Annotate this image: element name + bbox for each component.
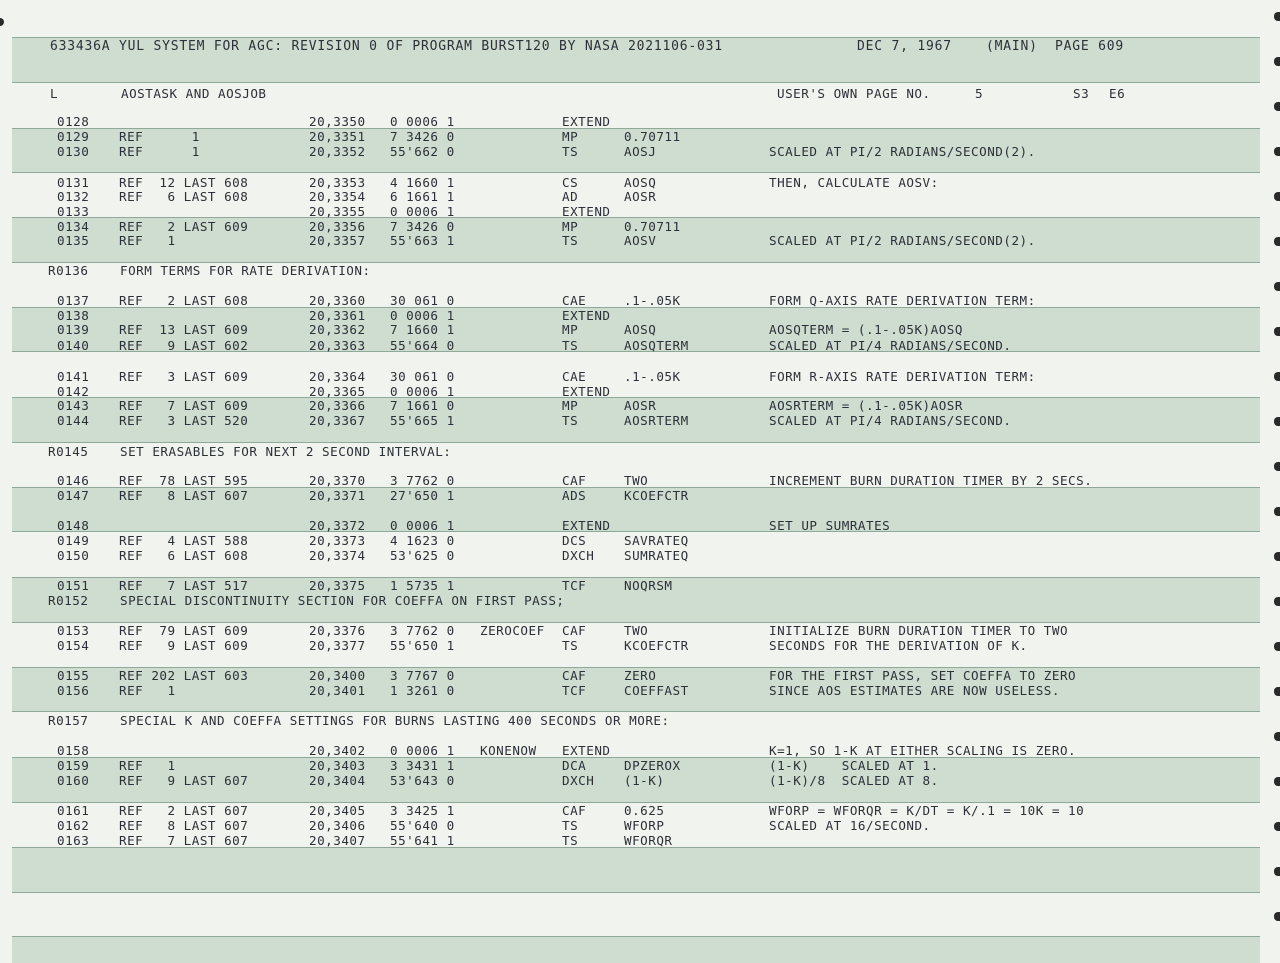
line-number: 0159 (57, 758, 90, 773)
opcode: MP (562, 322, 579, 337)
operand: AOSR (624, 398, 657, 413)
octal-word: 0 0006 1 (390, 308, 455, 323)
comment-text: FORM R-AXIS RATE DERIVATION TERM: (769, 369, 1036, 384)
address-column: 20,3354 (309, 189, 366, 204)
band-rule (12, 711, 1260, 712)
comment-text: WFORP = WFORQR = K/DT = K/.1 = 10K = 10 (769, 803, 1085, 818)
line-number: 0161 (57, 803, 90, 818)
comment-text: AOSQTERM = (.1-.05K)AOSQ (769, 322, 963, 337)
line-number: 0140 (57, 338, 90, 353)
users-page-number: 5 (975, 86, 984, 101)
line-number: 0138 (57, 308, 90, 323)
address-column: 20,3372 (309, 518, 366, 533)
opcode: TS (562, 144, 579, 159)
address-column: 20,3371 (309, 488, 366, 503)
ref-column: REF 7 LAST 607 (119, 833, 249, 848)
line-number: 0160 (57, 773, 90, 788)
comment-text: K=1, SO 1-K AT EITHER SCALING IS ZERO. (769, 743, 1077, 758)
line-number: 0156 (57, 683, 90, 698)
tractor-hole (1274, 462, 1280, 471)
opcode: ADS (562, 488, 587, 503)
opcode: CAE (562, 293, 587, 308)
tractor-hole (1274, 282, 1280, 291)
main-label: (MAIN) (986, 39, 1038, 54)
octal-word: 0 0006 1 (390, 114, 455, 129)
octal-word: 4 1623 0 (390, 533, 455, 548)
ref-column: REF 12 LAST 608 (119, 175, 249, 190)
line-number: 0155 (57, 668, 90, 683)
line-number: 0144 (57, 413, 90, 428)
address-column: 20,3375 (309, 578, 366, 593)
opcode: TS (562, 233, 579, 248)
opcode: TS (562, 818, 579, 833)
ref-column: REF 9 LAST 602 (119, 338, 249, 353)
opcode: EXTEND (562, 308, 611, 323)
line-number: 0146 (57, 473, 90, 488)
ref-column: REF 79 LAST 609 (119, 623, 249, 638)
opcode: MP (562, 129, 579, 144)
operand: WFORQR (624, 833, 673, 848)
line-number: 0163 (57, 833, 90, 848)
band-rule (12, 442, 1260, 443)
green-band (12, 936, 1260, 963)
operand: DPZEROX (624, 758, 681, 773)
location-tag: KONENOW (480, 743, 537, 758)
octal-word: 0 0006 1 (390, 518, 455, 533)
operand: ZERO (624, 668, 657, 683)
ref-column: REF 1 (119, 129, 200, 144)
address-column: 20,3403 (309, 758, 366, 773)
opcode: EXTEND (562, 384, 611, 399)
address-column: 20,3357 (309, 233, 366, 248)
tractor-hole (1274, 372, 1280, 381)
opcode: AD (562, 189, 579, 204)
octal-word: 0 0006 1 (390, 743, 455, 758)
operand: AOSV (624, 233, 657, 248)
tractor-hole (1274, 147, 1280, 156)
opcode: CAE (562, 369, 587, 384)
band-rule (12, 531, 1260, 532)
opcode: CAF (562, 473, 587, 488)
octal-word: 53'625 0 (390, 548, 455, 563)
octal-word: 55'640 0 (390, 818, 455, 833)
ref-column: REF 7 LAST 609 (119, 398, 249, 413)
operand: 0.70711 (624, 219, 681, 234)
tractor-hole (1274, 57, 1280, 66)
address-column: 20,3402 (309, 743, 366, 758)
line-number: 0137 (57, 293, 90, 308)
opcode: CAF (562, 803, 587, 818)
octal-word: 30 061 0 (390, 293, 455, 308)
comment-text: FOR THE FIRST PASS, SET COEFFA TO ZERO (769, 668, 1077, 683)
ref-column: REF 9 LAST 607 (119, 773, 249, 788)
operand: TWO (624, 473, 649, 488)
operand: (1-K) (624, 773, 665, 788)
remark-number: R0145 (48, 444, 89, 459)
address-column: 20,3352 (309, 144, 366, 159)
tractor-hole (1274, 552, 1280, 561)
page-number: PAGE 609 (1055, 39, 1125, 54)
operand: TWO (624, 623, 649, 638)
address-column: 20,3376 (309, 623, 366, 638)
band-rule (12, 37, 1260, 38)
opcode: CAF (562, 623, 587, 638)
ref-column: REF 6 LAST 608 (119, 548, 249, 563)
address-column: 20,3356 (309, 219, 366, 234)
comment-text: SECONDS FOR THE DERIVATION OF K. (769, 638, 1028, 653)
ref-column: REF 6 LAST 608 (119, 189, 249, 204)
address-column: 20,3360 (309, 293, 366, 308)
opcode: DCS (562, 533, 587, 548)
e-code: E6 (1109, 86, 1126, 101)
opcode: EXTEND (562, 114, 611, 129)
users-page-label: USER'S OWN PAGE NO. (777, 86, 931, 101)
address-column: 20,3374 (309, 548, 366, 563)
tractor-hole (1274, 237, 1280, 246)
listing-title: 633436A YUL SYSTEM FOR AGC: REVISION 0 OF PROGRAM BURST120 BY NASA 2021106-031 (50, 39, 723, 54)
line-number: 0141 (57, 369, 90, 384)
address-column: 20,3405 (309, 803, 366, 818)
opcode: TS (562, 413, 579, 428)
tractor-hole (1274, 777, 1280, 786)
opcode: TS (562, 638, 579, 653)
octal-word: 55'665 1 (390, 413, 455, 428)
address-column: 20,3401 (309, 683, 366, 698)
line-number: 0129 (57, 129, 90, 144)
line-number: 0128 (57, 114, 90, 129)
line-number: 0139 (57, 322, 90, 337)
comment-text: INITIALIZE BURN DURATION TIMER TO TWO (769, 623, 1069, 638)
tractor-hole (1274, 822, 1280, 831)
opcode: EXTEND (562, 518, 611, 533)
line-number: 0158 (57, 743, 90, 758)
section-title: AOSTASK AND AOSJOB (121, 86, 267, 101)
opcode: DCA (562, 758, 587, 773)
comment-text: SCALED AT PI/2 RADIANS/SECOND(2). (769, 233, 1036, 248)
comment-text: SET UP SUMRATES (769, 518, 891, 533)
address-column: 20,3350 (309, 114, 366, 129)
line-number: 0148 (57, 518, 90, 533)
opcode: DXCH (562, 548, 595, 563)
address-column: 20,3364 (309, 369, 366, 384)
remark-number: R0152 (48, 593, 89, 608)
ref-column: REF 3 LAST 609 (119, 369, 249, 384)
band-rule (12, 82, 1260, 83)
ref-column: REF 2 LAST 607 (119, 803, 249, 818)
green-band (12, 847, 1260, 892)
octal-word: 3 3431 1 (390, 758, 455, 773)
octal-word: 0 0006 1 (390, 204, 455, 219)
tractor-hole (1274, 12, 1280, 21)
octal-word: 27'650 1 (390, 488, 455, 503)
ref-column: REF 8 LAST 607 (119, 818, 249, 833)
tractor-hole (1274, 102, 1280, 111)
address-column: 20,3367 (309, 413, 366, 428)
opcode: EXTEND (562, 743, 611, 758)
comment-text: INCREMENT BURN DURATION TIMER BY 2 SECS. (769, 473, 1093, 488)
address-column: 20,3362 (309, 322, 366, 337)
opcode: CAF (562, 668, 587, 683)
line-number: 0154 (57, 638, 90, 653)
operand: AOSRTERM (624, 413, 689, 428)
line-number: 0131 (57, 175, 90, 190)
octal-word: 3 7767 0 (390, 668, 455, 683)
ref-column: REF 1 (119, 683, 176, 698)
comment-text: THEN, CALCULATE AOSV: (769, 175, 939, 190)
operand: SAVRATEQ (624, 533, 689, 548)
band-rule (12, 936, 1260, 937)
octal-word: 7 3426 0 (390, 219, 455, 234)
comment-text: SCALED AT PI/4 RADIANS/SECOND. (769, 413, 1012, 428)
tractor-hole (1274, 597, 1280, 606)
octal-word: 55'650 1 (390, 638, 455, 653)
address-column: 20,3366 (309, 398, 366, 413)
ref-column: REF 7 LAST 517 (119, 578, 249, 593)
line-number: 0147 (57, 488, 90, 503)
ref-column: REF 1 (119, 758, 176, 773)
address-column: 20,3377 (309, 638, 366, 653)
operand: AOSQ (624, 322, 657, 337)
line-number: 0153 (57, 623, 90, 638)
operand: AOSJ (624, 144, 657, 159)
ref-column: REF 2 LAST 609 (119, 219, 249, 234)
s-code: S3 (1073, 86, 1090, 101)
operand: 0.625 (624, 803, 665, 818)
remark-text: SET ERASABLES FOR NEXT 2 SECOND INTERVAL: (120, 444, 452, 459)
ref-column: REF 3 LAST 520 (119, 413, 249, 428)
line-number: 0150 (57, 548, 90, 563)
opcode: EXTEND (562, 204, 611, 219)
ref-column: REF 2 LAST 608 (119, 293, 249, 308)
line-number: 0142 (57, 384, 90, 399)
remark-text: FORM TERMS FOR RATE DERIVATION: (120, 263, 371, 278)
opcode: CS (562, 175, 579, 190)
tractor-hole (1274, 192, 1280, 201)
ref-column: REF 13 LAST 609 (119, 322, 249, 337)
line-number: 0133 (57, 204, 90, 219)
comment-text: FORM Q-AXIS RATE DERIVATION TERM: (769, 293, 1036, 308)
operand: NOQRSM (624, 578, 673, 593)
address-column: 20,3400 (309, 668, 366, 683)
address-column: 20,3373 (309, 533, 366, 548)
operand: AOSQ (624, 175, 657, 190)
band-rule (12, 892, 1260, 893)
ref-column: REF 202 LAST 603 (119, 668, 249, 683)
line-number: 0149 (57, 533, 90, 548)
operand: AOSR (624, 189, 657, 204)
ref-column: REF 9 LAST 609 (119, 638, 249, 653)
line-number: 0130 (57, 144, 90, 159)
remark-text: SPECIAL K AND COEFFA SETTINGS FOR BURNS LASTING 400 SECONDS OR MORE: (120, 713, 670, 728)
operand: 0.70711 (624, 129, 681, 144)
octal-word: 3 7762 0 (390, 473, 455, 488)
octal-word: 3 3425 1 (390, 803, 455, 818)
octal-word: 30 061 0 (390, 369, 455, 384)
octal-word: 53'643 0 (390, 773, 455, 788)
operand: COEFFAST (624, 683, 689, 698)
octal-word: 6 1661 1 (390, 189, 455, 204)
tractor-hole (1274, 507, 1280, 516)
operand: AOSQTERM (624, 338, 689, 353)
octal-word: 3 7762 0 (390, 623, 455, 638)
address-column: 20,3363 (309, 338, 366, 353)
operand: .1-.05K (624, 293, 681, 308)
line-number: 0151 (57, 578, 90, 593)
comment-text: (1-K) SCALED AT 1. (769, 758, 939, 773)
octal-word: 0 0006 1 (390, 384, 455, 399)
address-column: 20,3361 (309, 308, 366, 323)
operand: WFORP (624, 818, 665, 833)
band-rule (12, 172, 1260, 173)
address-column: 20,3407 (309, 833, 366, 848)
comment-text: SCALED AT 16/SECOND. (769, 818, 931, 833)
line-number: 0134 (57, 219, 90, 234)
remark-text: SPECIAL DISCONTINUITY SECTION FOR COEFFA ON FIRST PASS; (120, 593, 565, 608)
opcode: TCF (562, 578, 587, 593)
octal-word: 1 3261 0 (390, 683, 455, 698)
tractor-hole (0, 18, 4, 26)
octal-word: 7 1660 1 (390, 322, 455, 337)
octal-word: 1 5735 1 (390, 578, 455, 593)
ref-column: REF 1 (119, 144, 200, 159)
tractor-hole (1274, 732, 1280, 741)
ref-column: REF 78 LAST 595 (119, 473, 249, 488)
address-column: 20,3406 (309, 818, 366, 833)
operand: KCOEFCTR (624, 488, 689, 503)
octal-word: 55'662 0 (390, 144, 455, 159)
line-number: 0132 (57, 189, 90, 204)
opcode: TS (562, 833, 579, 848)
tractor-hole (1274, 912, 1280, 921)
ref-column: REF 1 (119, 233, 176, 248)
octal-word: 55'664 0 (390, 338, 455, 353)
opcode: DXCH (562, 773, 595, 788)
location-tag: ZEROCOEF (480, 623, 545, 638)
opcode: MP (562, 219, 579, 234)
comment-text: (1-K)/8 SCALED AT 8. (769, 773, 939, 788)
line-number: 0162 (57, 818, 90, 833)
ref-column: REF 4 LAST 588 (119, 533, 249, 548)
band-rule (12, 217, 1260, 218)
octal-word: 4 1660 1 (390, 175, 455, 190)
octal-word: 7 1661 0 (390, 398, 455, 413)
listing-type: L (50, 86, 59, 101)
tractor-hole (1274, 642, 1280, 651)
address-column: 20,3370 (309, 473, 366, 488)
opcode: MP (562, 398, 579, 413)
comment-text: SINCE AOS ESTIMATES ARE NOW USELESS. (769, 683, 1060, 698)
tractor-hole (1274, 687, 1280, 696)
address-column: 20,3351 (309, 129, 366, 144)
tractor-hole (1274, 327, 1280, 336)
operand: .1-.05K (624, 369, 681, 384)
line-number: 0135 (57, 233, 90, 248)
print-date: DEC 7, 1967 (857, 39, 952, 54)
tractor-hole (1274, 417, 1280, 426)
octal-word: 7 3426 0 (390, 129, 455, 144)
ref-column: REF 8 LAST 607 (119, 488, 249, 503)
comment-text: SCALED AT PI/2 RADIANS/SECOND(2). (769, 144, 1036, 159)
remark-number: R0157 (48, 713, 89, 728)
line-number: 0143 (57, 398, 90, 413)
address-column: 20,3355 (309, 204, 366, 219)
remark-number: R0136 (48, 263, 89, 278)
octal-word: 55'641 1 (390, 833, 455, 848)
address-column: 20,3404 (309, 773, 366, 788)
address-column: 20,3365 (309, 384, 366, 399)
opcode: TS (562, 338, 579, 353)
octal-word: 55'663 1 (390, 233, 455, 248)
operand: KCOEFCTR (624, 638, 689, 653)
comment-text: SCALED AT PI/4 RADIANS/SECOND. (769, 338, 1012, 353)
operand: SUMRATEQ (624, 548, 689, 563)
tractor-hole (1274, 867, 1280, 876)
address-column: 20,3353 (309, 175, 366, 190)
opcode: TCF (562, 683, 587, 698)
comment-text: AOSRTERM = (.1-.05K)AOSR (769, 398, 963, 413)
